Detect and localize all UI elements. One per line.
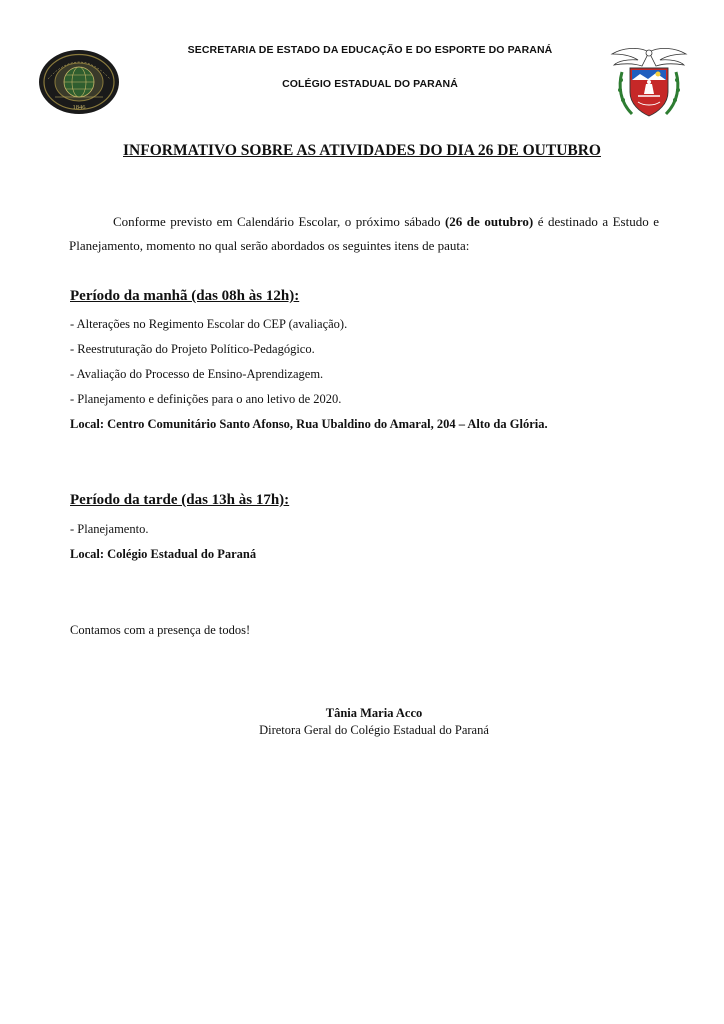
signature-role: Diretora Geral do Colégio Estadual do Paraná	[259, 723, 489, 737]
signature-name: Tânia Maria Acco	[325, 706, 423, 720]
closing-text: Contamos com a presença de todos!	[70, 623, 251, 637]
morning-item: - Planejamento e definições para o ano letivo de 2020.	[70, 392, 342, 406]
intro-text-start: Conforme previsto em Calendário Escolar, o próximo sábado	[113, 214, 445, 229]
intro-paragraph	[69, 210, 659, 258]
intro-date: (26 de outubro)	[444, 214, 534, 229]
parana-coat-of-arms-icon	[608, 46, 690, 120]
school-seal-icon	[38, 49, 120, 115]
morning-location: Local: Centro Comunitário Santo Afonso, Rua Ubaldino do Amaral, 204 – Alto da Glória.	[70, 417, 548, 431]
afternoon-section-title: Período da tarde (das 13h às 17h):	[70, 492, 290, 508]
afternoon-location: Local: Colégio Estadual do Paraná	[70, 547, 257, 561]
document-title: INFORMATIVO SOBRE AS ATIVIDADES DO DIA 26 DE OUTUBRO	[123, 142, 601, 159]
header-school: COLÉGIO ESTADUAL DO PARANÁ	[282, 78, 458, 90]
morning-item: - Alterações no Regimento Escolar do CEP (avaliação).	[70, 317, 348, 331]
afternoon-item: - Planejamento.	[70, 522, 149, 536]
svg-text:1846: 1846	[72, 104, 86, 111]
morning-item: - Reestruturação do Projeto Político-Pedagógico.	[70, 342, 315, 356]
morning-section-title: Período da manhã (das 08h às 12h):	[70, 288, 300, 304]
morning-item: - Avaliação do Processo de Ensino-Aprendizagem.	[70, 367, 324, 381]
header-secretariat: SECRETARIA DE ESTADO DA EDUCAÇÃO E DO ESPORTE DO PARANÁ	[187, 44, 553, 56]
intro-text-end: é destinado a Estudo e Planejamento, momento no qual serão abordados os seguintes itens de pauta:	[69, 214, 659, 253]
